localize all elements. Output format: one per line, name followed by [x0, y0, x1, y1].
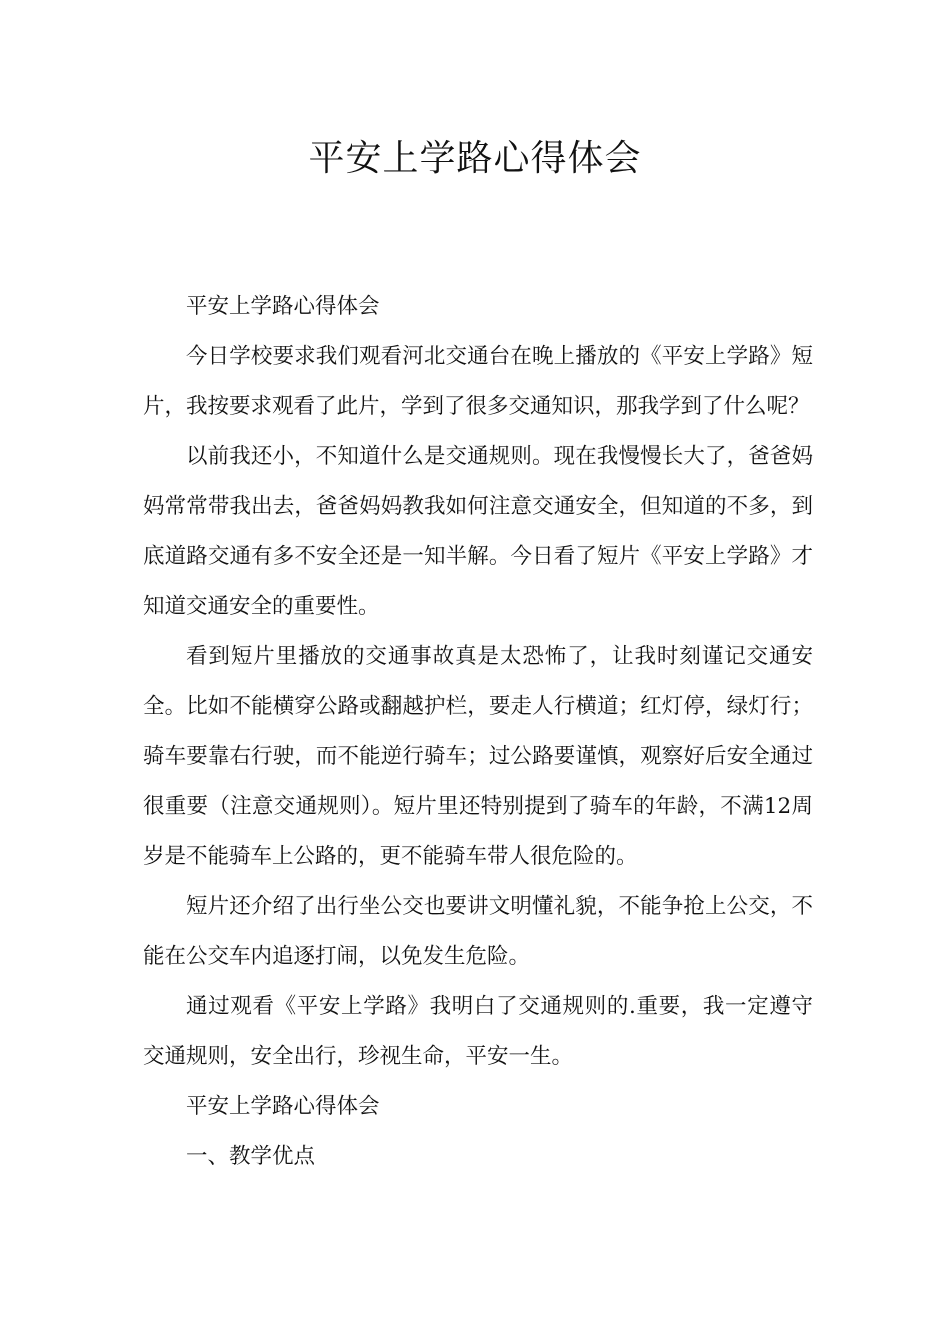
paragraph-accidents: 看到短片里播放的交通事故真是太恐怖了，让我时刻谨记交通安全。比如不能横穿公路或翻越护栏，要走人行横道；红灯停，绿灯行；骑车要靠右行驶，而不能逆行骑车；过公路要谨慎，观察好后安全通过很重要（注意交通规则）。短片里还特别提到了骑车的年龄，不满12周岁是不能骑车上公路的，更不能骑车带人很危险的。: [143, 644, 813, 869]
paragraph-section-heading: 一、教学优点: [186, 1144, 316, 1169]
document-title: 平安上学路心得体会: [308, 138, 642, 179]
paragraph-intro: 今日学校要求我们观看河北交通台在晚上播放的《平安上学路》短片，我按要求观看了此片，学到了很多交通知识，那我学到了什么呢？: [143, 344, 813, 419]
document-body: [143, 282, 813, 1182]
paragraph-conclusion: 通过观看《平安上学路》我明白了交通规则的.重要，我一定遵守交通规则，安全出行，珍视生命，平安一生。: [143, 994, 813, 1069]
paragraph-heading: 平安上学路心得体会: [186, 294, 380, 319]
paragraph-heading-second: 平安上学路心得体会: [186, 1094, 380, 1119]
paragraph-past: 以前我还小，不知道什么是交通规则。现在我慢慢长大了，爸爸妈妈常常带我出去，爸爸妈妈教我如何注意交通安全，但知道的不多，到底道路交通有多不安全还是一知半解。今日看了短片《平安上学路》才知道交通安全的重要性。: [143, 444, 813, 619]
paragraph-bus: 短片还介绍了出行坐公交也要讲文明懂礼貌，不能争抢上公交，不能在公交车内追逐打闹，以免发生危险。: [143, 894, 813, 969]
